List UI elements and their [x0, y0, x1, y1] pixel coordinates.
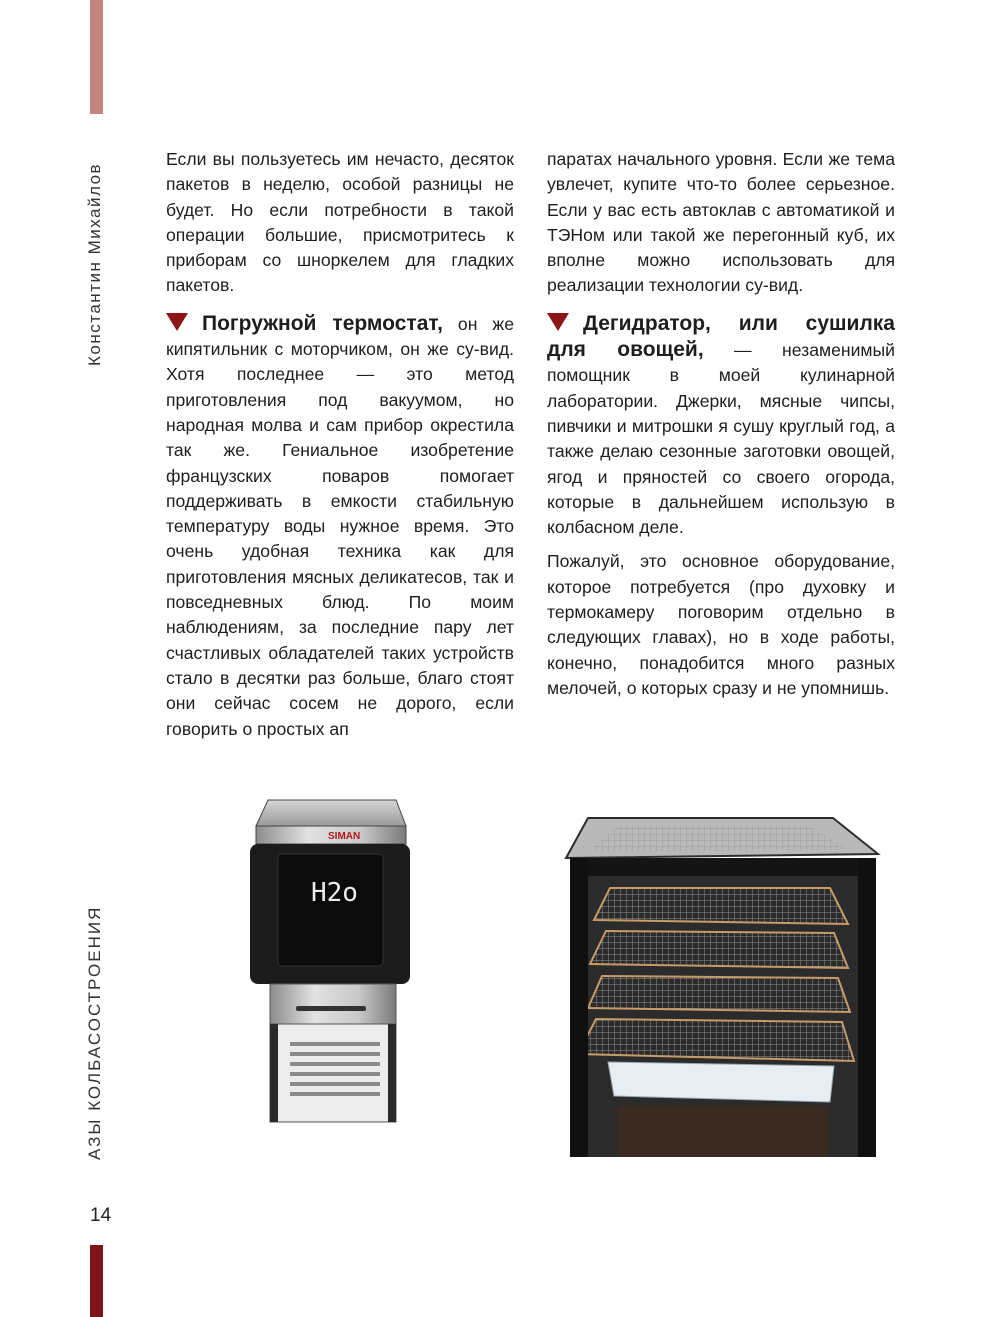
- dehydrator-paragraph: [547, 311, 895, 541]
- closing-paragraph: Пожалуй, это основное оборудование, которое потребуется (про духовку и термокамеру поговорим отдельно в следующих главах), но в ходе работы, конечно, понадобится много разных мелочей, о которых сразу и не упомнишь.: [547, 551, 895, 698]
- book-title: АЗЫ КОЛБАСОСТРОЕНИЯ: [85, 905, 104, 1160]
- sous-vide-paragraph: [166, 311, 514, 742]
- sous-vide-heading: Погружной термостат,: [202, 311, 443, 335]
- continuation-paragraph: паратах начального уровня. Если же тема увлечет, купите что-то более серьезное. Если у вас есть автоклав с автоматикой и ТЭНом или такой же перегонный куб, их вполне можно использовать для реализации технологии су-вид.: [547, 149, 895, 296]
- intro-paragraph: Если вы пользуетесь им нечасто, десяток пакетов в неделю, особой разницы не будет. Но если потребности в такой операции большие, присмотритесь к приборам со шноркелем для гладких пакетов.: [166, 149, 514, 296]
- author-name: Константин Михайлов: [85, 162, 104, 366]
- left-column: [166, 147, 514, 742]
- bottom-accent-bar: [90, 1245, 103, 1317]
- top-accent-bar: [90, 0, 103, 114]
- dehydrator-photo: [548, 816, 885, 1157]
- dehydrator-heading: Дегидратор, или сушилка для овощей,: [547, 311, 895, 362]
- sous-vide-photo: [248, 796, 410, 1126]
- brand-label: SIMAN: [328, 831, 361, 842]
- display-readout: H2o: [311, 878, 358, 908]
- right-column: [547, 147, 895, 701]
- dehydrator-text: — незаменимый помощник в моей кулинарной лаборатории. Джерки, мясные чипсы, пивчики и митрошки я сушу круглый год, а также делаю сезонные заготовки овощей, ягод и пряностей со своего огорода, которые в дальнейшем использую в колбасном деле.: [547, 340, 895, 538]
- sous-vide-text: он же кипятильник с моторчиком, он же су-вид. Хотя последнее — это метод приготовления под вакуумом, но народная молва и сам прибор окрестила так же. Гениальное изобретение французских поваров помогает поддерживать в емкости стабильную температуру воды нужное время. Это очень удобная техника как для приготовления мясных деликатесов, так и повседневных блюд. По моим наблюдениям, за последние пару лет счастливых обладателей таких устройств стало в десятки раз больше, благо стоят они сейчас сосем не дорого, если говорить о простых ап: [166, 313, 514, 739]
- triangle-marker-icon: [166, 313, 188, 331]
- page-number: 14: [90, 1205, 112, 1226]
- triangle-marker-icon: [547, 313, 569, 331]
